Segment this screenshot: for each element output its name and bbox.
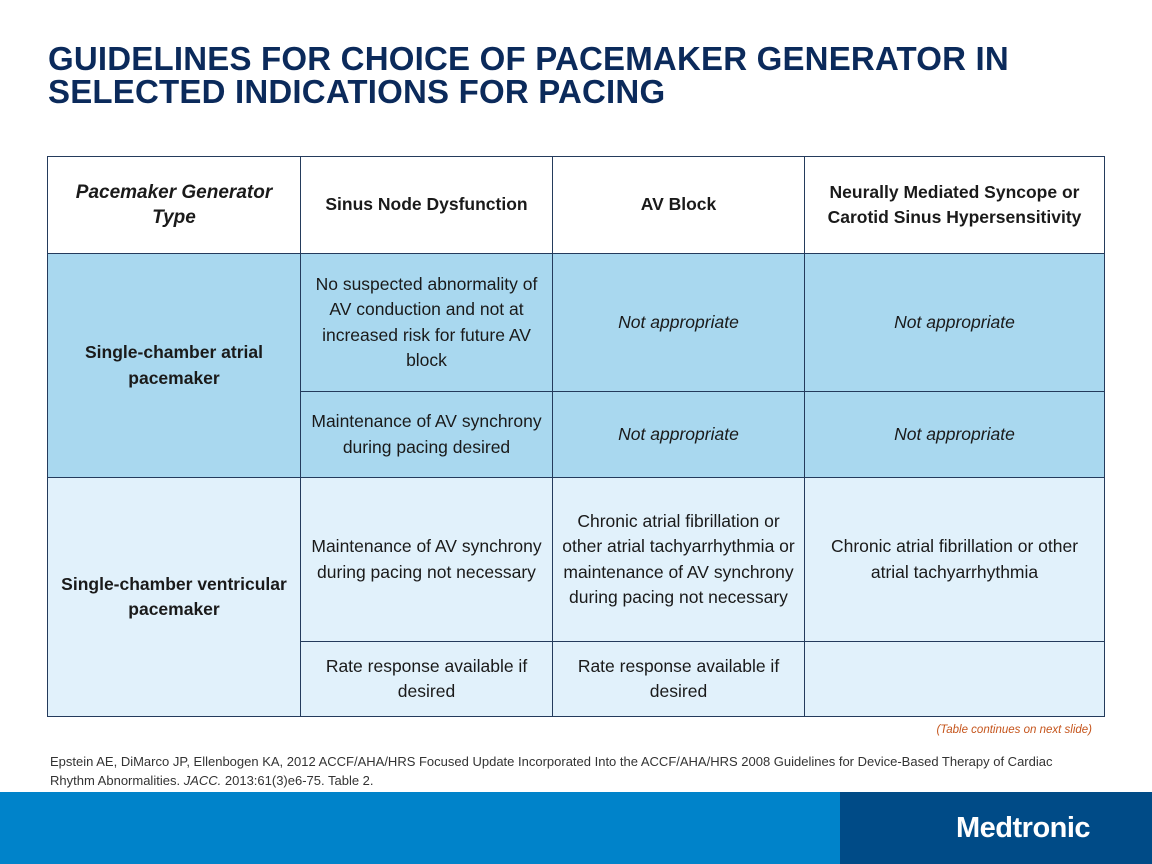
cell-neurally-mediated: Chronic atrial fibrillation or other atrial tachyarrhythmia: [805, 478, 1105, 642]
row-header-atrial: Single-chamber atrial pacemaker: [48, 254, 301, 478]
cell-av-block: Rate response available if desired: [553, 642, 805, 717]
header-sinus-node: Sinus Node Dysfunction: [301, 157, 553, 254]
header-neurally-mediated: Neurally Mediated Syncope or Carotid Sinus Hypersensitivity: [805, 157, 1105, 254]
cell-neurally-mediated: [805, 642, 1105, 717]
table-row: [48, 478, 1105, 642]
guidelines-table: [47, 156, 1105, 717]
medtronic-logo: Medtronic: [956, 812, 1091, 844]
cell-sinus-node: Maintenance of AV synchrony during pacing desired: [301, 392, 553, 478]
citation-details: 2013:61(3)e6-75. Table 2.: [224, 773, 374, 788]
cell-av-block: Not appropriate: [553, 254, 805, 392]
citation-journal: JACC.: [183, 773, 222, 788]
table-header-row: [48, 157, 1105, 254]
cell-sinus-node: Rate response available if desired: [301, 642, 553, 717]
table-continues-note: (Table continues on next slide): [936, 724, 1092, 736]
cell-av-block: Chronic atrial fibrillation or other atrial tachyarrhythmia or maintenance of AV synchrony during pacing not necessary: [553, 478, 805, 642]
citation: [50, 752, 1080, 790]
header-generator-type: Pacemaker Generator Type: [48, 157, 301, 254]
table-row: [48, 254, 1105, 392]
cell-sinus-node: Maintenance of AV synchrony during pacing not necessary: [301, 478, 553, 642]
citation-text: Epstein AE, DiMarco JP, Ellenbogen KA, 2012 ACCF/AHA/HRS Focused Update Incorporated Into the ACCF/AHA/HRS 2008 Guidelines for Device-Based Therapy of Cardiac Rhythm Abnormalities.: [50, 754, 1053, 788]
slide-title: GUIDELINES FOR CHOICE OF PACEMAKER GENERATOR IN SELECTED INDICATIONS FOR PACING: [48, 40, 1009, 110]
cell-neurally-mediated: Not appropriate: [805, 254, 1105, 392]
header-av-block: AV Block: [553, 157, 805, 254]
cell-neurally-mediated: Not appropriate: [805, 392, 1105, 478]
cell-av-block: Not appropriate: [553, 392, 805, 478]
row-header-ventricular: Single-chamber ventricular pacemaker: [48, 478, 301, 717]
cell-sinus-node: No suspected abnormality of AV conduction and not at increased risk for future AV block: [301, 254, 553, 392]
